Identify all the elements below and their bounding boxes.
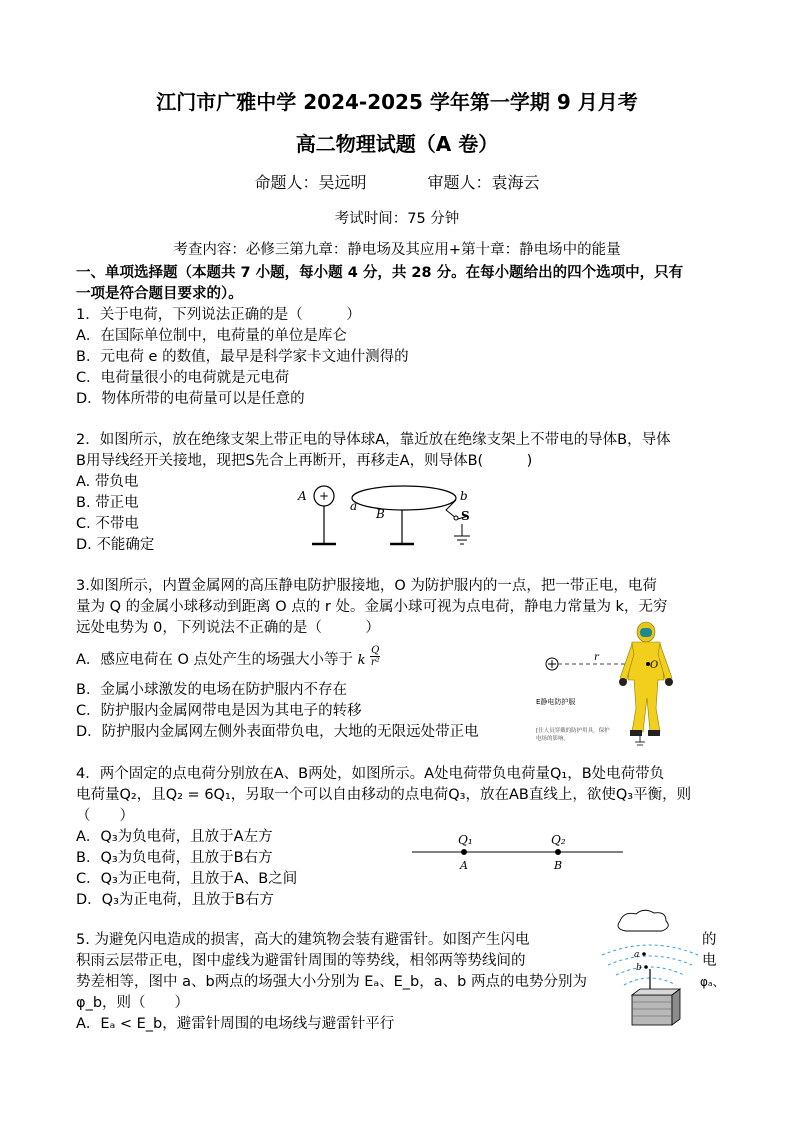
q3-fraction-num: Q bbox=[371, 644, 380, 656]
q3-option-a-text: A．感应电荷在 O 点处产生的场强大小等于 bbox=[76, 652, 354, 668]
q2-option-c: C. 不带电 bbox=[76, 516, 139, 532]
q5-stem-line4: φ_b，则（ ） bbox=[76, 995, 190, 1011]
q4-fig-label-A: A bbox=[460, 859, 468, 872]
q5-stem-line3-tail: φₐ、 bbox=[700, 975, 725, 989]
q4-figure bbox=[410, 826, 625, 874]
q4-option-d: D．Q₃为正电荷，且放于B右方 bbox=[76, 892, 274, 908]
q5-figure bbox=[598, 905, 702, 1031]
q2-fig-plus: + bbox=[318, 489, 330, 503]
q3-fig-label-O: O bbox=[650, 660, 659, 671]
q2-option-a: A. 带负电 bbox=[76, 474, 139, 490]
q2-option-b: B. 带正电 bbox=[76, 495, 139, 511]
q3-figure bbox=[534, 620, 684, 750]
q3-stem-line2: 量为 Q 的金属小球移动到距离 O 点的 r 处。金属小球可视为点电荷，静电力常量为 k，无穷 bbox=[76, 599, 668, 615]
q2-figure bbox=[296, 478, 486, 550]
q1-option-a: A．在国际单位制中，电荷量的单位是库仑 bbox=[76, 328, 347, 344]
q5-stem-line3: 势差相等，图中 a、b两点的场强大小分别为 Eₐ、E_b，a、b 两点的电势分别为 bbox=[76, 974, 587, 990]
q5-stem-line2-tail: 电 bbox=[702, 953, 717, 969]
q3-fraction-den: r² bbox=[370, 656, 380, 668]
q3-option-a bbox=[76, 644, 380, 671]
q2-stem: 2．如图所示，放在绝缘支架上带正电的导体球A，靠近放在绝缘支架上不带电的导体B，导体 bbox=[76, 432, 671, 448]
q5-option-a: A．Eₐ < E_b，避雷针周围的电场线与避雷针平行 bbox=[76, 1016, 395, 1032]
q4-stem: 4．两个固定的点电荷分别放在A、B两处，如图所示。A处电荷带负电荷量Q₁，B处电荷带负 bbox=[76, 766, 665, 782]
q2-option-d: D. 不能确定 bbox=[76, 537, 155, 553]
exam-subtitle: 高二物理试题（A 卷） bbox=[295, 132, 499, 156]
section-heading: 一、单项选择题（本题共 7 小题，每小题 4 分，共 28 分。在每小题给出的四个选项中，只有 bbox=[76, 265, 684, 281]
q4-option-b: B．Q₃为负电荷，且放于B右方 bbox=[76, 850, 273, 866]
q3-option-d: D．防护服内金属网左侧外表面带负电，大地的无限远处带正电 bbox=[76, 724, 479, 740]
q4-option-c: C．Q₃为正电荷，且放于A、B之间 bbox=[76, 871, 298, 887]
section-heading-line2: 一项是符合题目要求的）。 bbox=[76, 286, 243, 302]
q5-fig-label-a: a bbox=[634, 950, 640, 960]
switch-icon bbox=[454, 516, 458, 520]
exam-time: 考试时间：75 分钟 bbox=[334, 211, 460, 227]
exam-scope: 考查内容：必修三第九章：静电场及其应用+第十章：静电场中的能量 bbox=[173, 242, 621, 258]
cloud-icon bbox=[618, 910, 668, 931]
q2-stem-line2: B用导线经开关接地，现把S先合上再断开，再移走A，则导体B( ) bbox=[76, 453, 533, 469]
q2-fig-label-S: S bbox=[461, 509, 470, 523]
point-B bbox=[555, 849, 561, 855]
q3-fig-label-r: r bbox=[594, 652, 599, 663]
conductor-B-icon bbox=[352, 486, 456, 510]
q2-fig-label-b: b bbox=[460, 489, 468, 503]
q5-stem-line2: 积雨云层带正电，图中虚线为避雷针周围的等势线，相邻两等势线间的 bbox=[76, 953, 526, 969]
q2-fig-label-a: a bbox=[350, 499, 358, 513]
q4-option-a: A．Q₃为负电荷，且放于A左方 bbox=[76, 829, 273, 845]
exam-title: 江门市广雅中学 2024-2025 学年第一学期 9 月月考 bbox=[156, 90, 638, 114]
q5-stem: 5. 为避免闪电造成的损害，高大的建筑物会装有避雷针。如图产生闪电 bbox=[76, 932, 530, 948]
q3-option-c: C．防护服内金属网带电是因为其电子的转移 bbox=[76, 703, 362, 719]
q1-option-d: D．物体所带的电荷量可以是任意的 bbox=[76, 391, 305, 407]
equipotential-line bbox=[602, 945, 698, 955]
q3-fraction bbox=[370, 645, 380, 668]
q3-option-a-k: k bbox=[357, 653, 366, 668]
point-A bbox=[461, 849, 467, 855]
q3-fig-caption-line2: 电场的影响。 bbox=[536, 736, 570, 742]
q1-option-b: B．元电荷 e 的数值，最早是科学家卡文迪什测得的 bbox=[76, 349, 409, 365]
point-a bbox=[642, 952, 646, 956]
q3-option-b: B．金属小球激发的电场在防护服内不存在 bbox=[76, 682, 347, 698]
protective-suit-icon bbox=[619, 622, 673, 736]
point-b bbox=[644, 965, 648, 969]
q3-fig-caption: [仕人员穿戴的防护用具，保护 bbox=[536, 728, 610, 734]
q4-stem-line2: 电荷量Q₂，且Q₂ = 6Q₁，另取一个可以自由移动的点电荷Q₃，放在AB直线上，欲使Q₃平衡，则 bbox=[76, 787, 692, 803]
q4-fig-label-Q1: Q₁ bbox=[458, 833, 473, 847]
q3-fig-suit-label: E静电防护服 bbox=[536, 698, 576, 706]
q3-stem: 3.如图所示，内置金属网的高压静电防护服接地，O 为防护服内的一点，把一带正电，电荷 bbox=[76, 578, 657, 594]
q1-stem: 1．关于电荷，下列说法正确的是（ ） bbox=[76, 307, 361, 323]
building-icon bbox=[632, 995, 672, 1025]
equipotential-line bbox=[608, 956, 692, 965]
q1-option-c: C．电荷量很小的电荷就是元电荷 bbox=[76, 370, 290, 386]
q4-stem-line3: （ ） bbox=[76, 808, 134, 824]
q5-stem-tail: 的 bbox=[702, 932, 717, 948]
q2-fig-label-A: A bbox=[298, 489, 307, 503]
q3-stem-line3: 远处电势为 0，下列说法不正确的是（ ） bbox=[76, 620, 380, 636]
q2-fig-label-B: B bbox=[376, 507, 385, 521]
q4-fig-label-B: B bbox=[554, 859, 563, 872]
exam-authors: 命题人：吴远明 审题人：袁海云 bbox=[254, 173, 540, 192]
q4-fig-label-Q2: Q₂ bbox=[551, 833, 566, 847]
q5-fig-label-b: b bbox=[636, 963, 642, 973]
